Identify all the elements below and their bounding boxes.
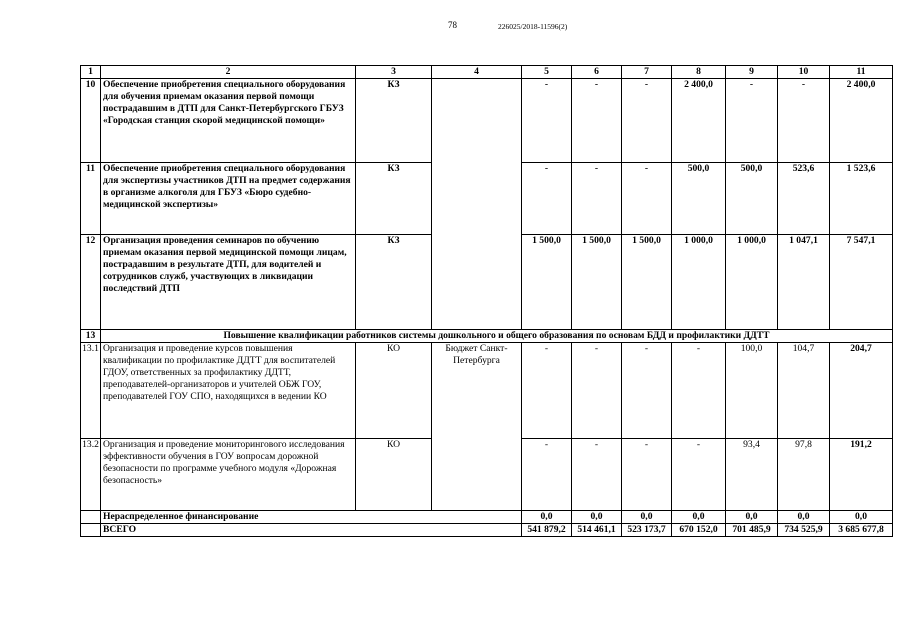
value-cell: - <box>672 343 726 439</box>
header-cell: 7 <box>622 66 672 79</box>
value-cell: 204,7 <box>830 343 893 439</box>
value-cell: - <box>622 439 672 511</box>
value-cell: - <box>522 343 572 439</box>
value-cell: 2 400,0 <box>830 79 893 163</box>
document-id: 226025/2018-11596(2) <box>498 22 568 31</box>
value-cell: 97,8 <box>778 439 830 511</box>
funding-source: Бюджет Санкт-Петербурга <box>432 343 522 511</box>
funding-source <box>432 79 522 330</box>
measure-name: Организация проведения семинаров по обучению приемам оказания первой медицинской помощи лицам, пострадавшим в результате ДТП, для водителей и сотрудников служб, участвующих в ликвидации последствий ДТП <box>101 235 356 330</box>
value-cell: - <box>672 439 726 511</box>
section-number: 13 <box>81 330 101 343</box>
row-number: 10 <box>81 79 101 163</box>
value-cell: 0,0 <box>622 511 672 524</box>
table-row <box>81 343 893 439</box>
total-value: 3 685 677,8 <box>830 524 893 537</box>
value-cell: 104,7 <box>778 343 830 439</box>
value-cell: - <box>522 439 572 511</box>
value-cell: - <box>726 79 778 163</box>
header-cell: 9 <box>726 66 778 79</box>
total-value: 514 461,1 <box>572 524 622 537</box>
value-cell: 0,0 <box>830 511 893 524</box>
table-row <box>81 79 893 163</box>
value-cell: 0,0 <box>522 511 572 524</box>
executor: КЗ <box>356 163 432 235</box>
value-cell: 7 547,1 <box>830 235 893 330</box>
value-cell: 1 500,0 <box>572 235 622 330</box>
value-cell: 523,6 <box>778 163 830 235</box>
total-label: ВСЕГО <box>101 524 522 537</box>
page-number: 78 <box>448 20 457 30</box>
value-cell: 1 500,0 <box>622 235 672 330</box>
value-cell: 0,0 <box>672 511 726 524</box>
total-value: 541 879,2 <box>522 524 572 537</box>
header-cell: 11 <box>830 66 893 79</box>
value-cell: 1 523,6 <box>830 163 893 235</box>
executor: КЗ <box>356 79 432 163</box>
value-cell: - <box>572 163 622 235</box>
empty-cell <box>81 524 101 537</box>
value-cell: 1 000,0 <box>672 235 726 330</box>
executor: КЗ <box>356 235 432 330</box>
value-cell: 500,0 <box>726 163 778 235</box>
value-cell: 0,0 <box>778 511 830 524</box>
measure-name: Организация и проведение мониторингового исследования эффективности обучения в ГОУ вопросам дорожной безопасности по программе учебного модуля «Дорожная безопасность» <box>101 439 356 511</box>
value-cell: 1 000,0 <box>726 235 778 330</box>
empty-cell <box>81 511 101 524</box>
measure-name: Обеспечение приобретения специального оборудования для экспертизы участников ДТП на предмет содержания в организме алкоголя для ГБУЗ «Бюро судебно-медицинской экспертизы» <box>101 163 356 235</box>
unallocated-row <box>81 511 893 524</box>
total-row <box>81 524 893 537</box>
value-cell: - <box>572 343 622 439</box>
total-value: 701 485,9 <box>726 524 778 537</box>
value-cell: 0,0 <box>726 511 778 524</box>
value-cell: - <box>622 343 672 439</box>
value-cell: 500,0 <box>672 163 726 235</box>
header-cell: 10 <box>778 66 830 79</box>
total-value: 523 173,7 <box>622 524 672 537</box>
value-cell: - <box>572 79 622 163</box>
value-cell: - <box>522 79 572 163</box>
header-cell: 4 <box>432 66 522 79</box>
executor: КО <box>356 343 432 439</box>
row-number: 11 <box>81 163 101 235</box>
header-cell: 2 <box>101 66 356 79</box>
section-row <box>81 330 893 343</box>
value-cell: - <box>778 79 830 163</box>
measure-name: Организация и проведение курсов повышения квалификации по профилактике ДДТТ для воспитателей ГДОУ, ответственных за профилактику ДДТТ, преподавателей-организаторов и учителей ОБЖ ГОУ, преподавателей ГОУ СПО, находящихся в ведении КО <box>101 343 356 439</box>
header-cell: 1 <box>81 66 101 79</box>
value-cell: - <box>622 163 672 235</box>
value-cell: 1 047,1 <box>778 235 830 330</box>
value-cell: 0,0 <box>572 511 622 524</box>
value-cell: 2 400,0 <box>672 79 726 163</box>
header-row <box>81 66 893 79</box>
header-cell: 5 <box>522 66 572 79</box>
total-value: 670 152,0 <box>672 524 726 537</box>
value-cell: - <box>622 79 672 163</box>
header-cell: 8 <box>672 66 726 79</box>
total-value: 734 525,9 <box>778 524 830 537</box>
header-cell: 6 <box>572 66 622 79</box>
executor: КО <box>356 439 432 511</box>
value-cell: 100,0 <box>726 343 778 439</box>
section-title: Повышение квалификации работников системы дошкольного и общего образования по основам БДД и профилактики ДДТТ <box>101 330 893 343</box>
value-cell: 93,4 <box>726 439 778 511</box>
header-cell: 3 <box>356 66 432 79</box>
value-cell: - <box>572 439 622 511</box>
unallocated-label: Нераспределенное финансирование <box>101 511 522 524</box>
value-cell: - <box>522 163 572 235</box>
row-number: 13.1 <box>81 343 101 439</box>
measure-name: Обеспечение приобретения специального оборудования для обучения приемам оказания первой помощи пострадавшим в ДТП для Санкт-Петербургского ГБУЗ «Городская станция скорой медицинской помощи» <box>101 79 356 163</box>
value-cell: 191,2 <box>830 439 893 511</box>
row-number: 13.2 <box>81 439 101 511</box>
row-number: 12 <box>81 235 101 330</box>
program-table <box>80 65 893 537</box>
value-cell: 1 500,0 <box>522 235 572 330</box>
